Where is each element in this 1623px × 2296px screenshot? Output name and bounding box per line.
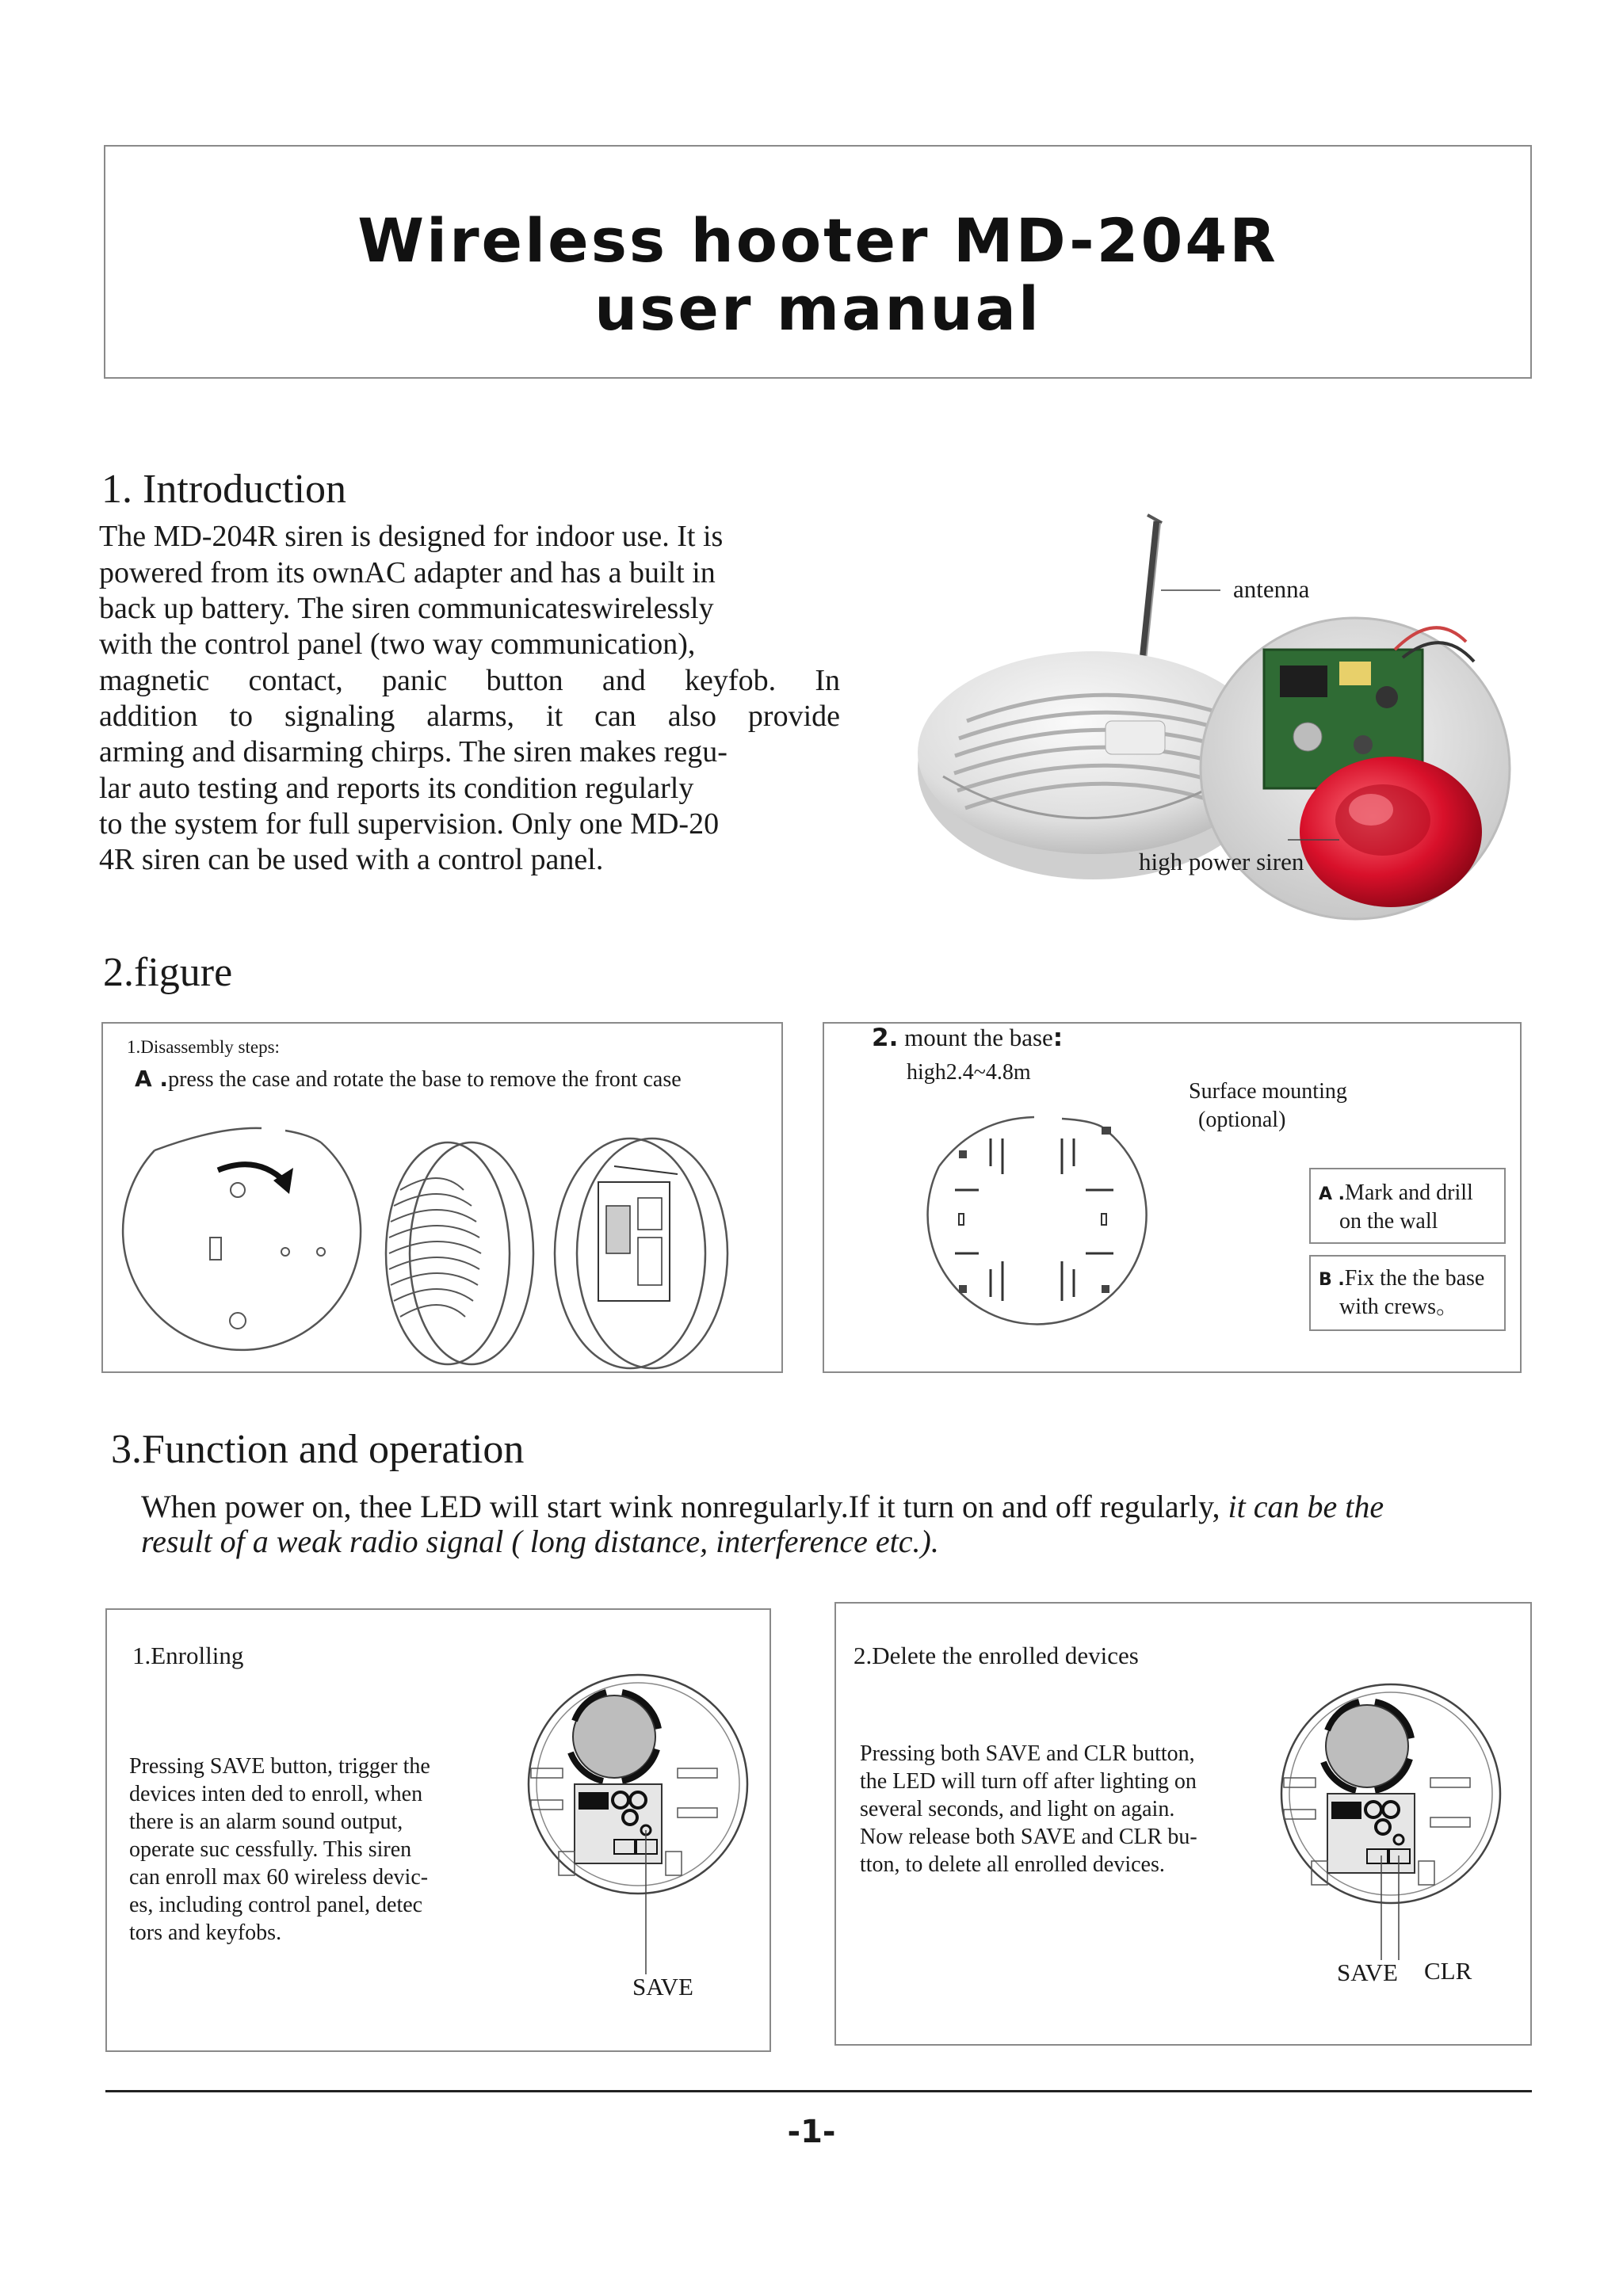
- enrolling-line: Pressing SAVE button, trigger the: [129, 1754, 430, 1779]
- enrolling-box: [105, 1608, 771, 2052]
- fix-base-box: [1309, 1255, 1506, 1331]
- disassembly-box: [101, 1022, 783, 1373]
- enrolling-line: devices inten ded to enroll, when: [129, 1782, 423, 1806]
- delete-line: Pressing both SAVE and CLR button,: [860, 1741, 1195, 1766]
- optional-label: (optional): [1198, 1108, 1286, 1132]
- intro-line: with the control panel (two way communication),: [99, 627, 696, 661]
- intro-line: The MD-204R siren is designed for indoor use. It is: [99, 520, 724, 553]
- delete-devices-box: [834, 1602, 1532, 2046]
- intro-line: lar auto testing and reports its condition regularly: [99, 772, 694, 805]
- step-letter: A .: [135, 1066, 169, 1092]
- delete-line: tton, to delete all enrolled devices.: [860, 1852, 1165, 1877]
- delete-line: several seconds, and light on again.: [860, 1797, 1175, 1821]
- fix-base-line2: with crews。: [1339, 1295, 1459, 1319]
- delete-line: Now release both SAVE and CLR bu-: [860, 1825, 1197, 1849]
- mount-base-title: [872, 1024, 1063, 1052]
- enrolling-line: es, including control panel, detec: [129, 1893, 423, 1917]
- function-paragraph-line1: [141, 1488, 1384, 1525]
- clr-label: CLR: [1424, 1957, 1472, 1985]
- mounting-base-drawing: [943, 1103, 1149, 1348]
- enrolling-line: there is an alarm sound output,: [129, 1810, 403, 1834]
- enrolling-board-drawing: [527, 1673, 757, 1974]
- function-text: When power on, thee LED will start wink nonregularly.If it turn on and off regularly,: [141, 1489, 1228, 1524]
- mark-drill-line1: [1319, 1182, 1473, 1204]
- intro-line: back up battery. The siren communicateswirelessly: [99, 592, 714, 625]
- enrolling-title: 1.Enrolling: [132, 1642, 244, 1669]
- enrolling-line: operate suc cessfully. This siren: [129, 1837, 412, 1862]
- mark-drill-text: Mark and drill: [1345, 1180, 1473, 1205]
- siren-product-photo: [896, 515, 1529, 895]
- mount-title-colon: :: [1052, 1024, 1064, 1052]
- disassembly-step-a: [135, 1068, 682, 1091]
- delete-line: the LED will turn off after lighting on: [860, 1769, 1197, 1794]
- surface-mounting-label: Surface mounting: [1189, 1079, 1347, 1104]
- mount-base-box: [823, 1022, 1522, 1373]
- siren-label: high power siren: [1139, 848, 1304, 875]
- enrolling-line: tors and keyfobs.: [129, 1920, 282, 1945]
- section-heading-introduction: 1. Introduction: [101, 467, 347, 512]
- section-heading-figure: 2.figure: [103, 950, 233, 995]
- intro-line: arming and disarming chirps. The siren makes regu-: [99, 735, 727, 769]
- fix-base-text: Fix the the base: [1344, 1266, 1485, 1291]
- section-heading-function: 3.Function and operation: [111, 1427, 525, 1472]
- mount-title-text: mount the base: [898, 1024, 1053, 1051]
- function-text-italic: it can be the: [1228, 1489, 1384, 1524]
- intro-line: to the system for full supervision. Only one MD-20: [99, 807, 720, 841]
- title-box: [104, 145, 1532, 379]
- function-paragraph-line2: result of a weak radio signal ( long distance, interference etc.).: [141, 1524, 939, 1559]
- mark-drill-box: [1309, 1168, 1506, 1244]
- save-label: SAVE: [632, 1973, 693, 2000]
- save-label: SAVE: [1337, 1958, 1398, 1986]
- mount-height: high2.4~4.8m: [907, 1060, 1031, 1085]
- antenna-label: antenna: [1233, 575, 1310, 603]
- document-title-line2: user manual: [594, 273, 1041, 344]
- enrolling-line: can enroll max 60 wireless devic-: [129, 1865, 429, 1890]
- step-text: press the case and rotate the base to remove the front case: [168, 1067, 682, 1092]
- step-letter: B .: [1319, 1270, 1345, 1290]
- intro-line: addition to signaling alarms, it can also provide: [99, 700, 840, 733]
- intro-line: powered from its ownAC adapter and has a built in: [99, 556, 716, 589]
- fix-base-line1: [1319, 1268, 1484, 1290]
- page-number: -1-: [787, 2114, 836, 2150]
- step-letter: A .: [1319, 1184, 1346, 1204]
- mark-drill-line2: on the wall: [1339, 1209, 1438, 1234]
- delete-board-drawing: [1280, 1683, 1510, 1984]
- intro-line: magnetic contact, panic button and keyfob. In: [99, 664, 840, 697]
- base-plate-drawing: [123, 1119, 765, 1364]
- disassembly-title: 1.Disassembly steps:: [127, 1037, 280, 1057]
- footer-rule: [105, 2090, 1532, 2092]
- document-title-line1: Wireless hooter MD-204R: [357, 205, 1278, 276]
- mount-title-num: 2.: [872, 1024, 899, 1052]
- delete-title: 2.Delete the enrolled devices: [854, 1642, 1139, 1669]
- intro-line: 4R siren can be used with a control panel.: [99, 843, 604, 876]
